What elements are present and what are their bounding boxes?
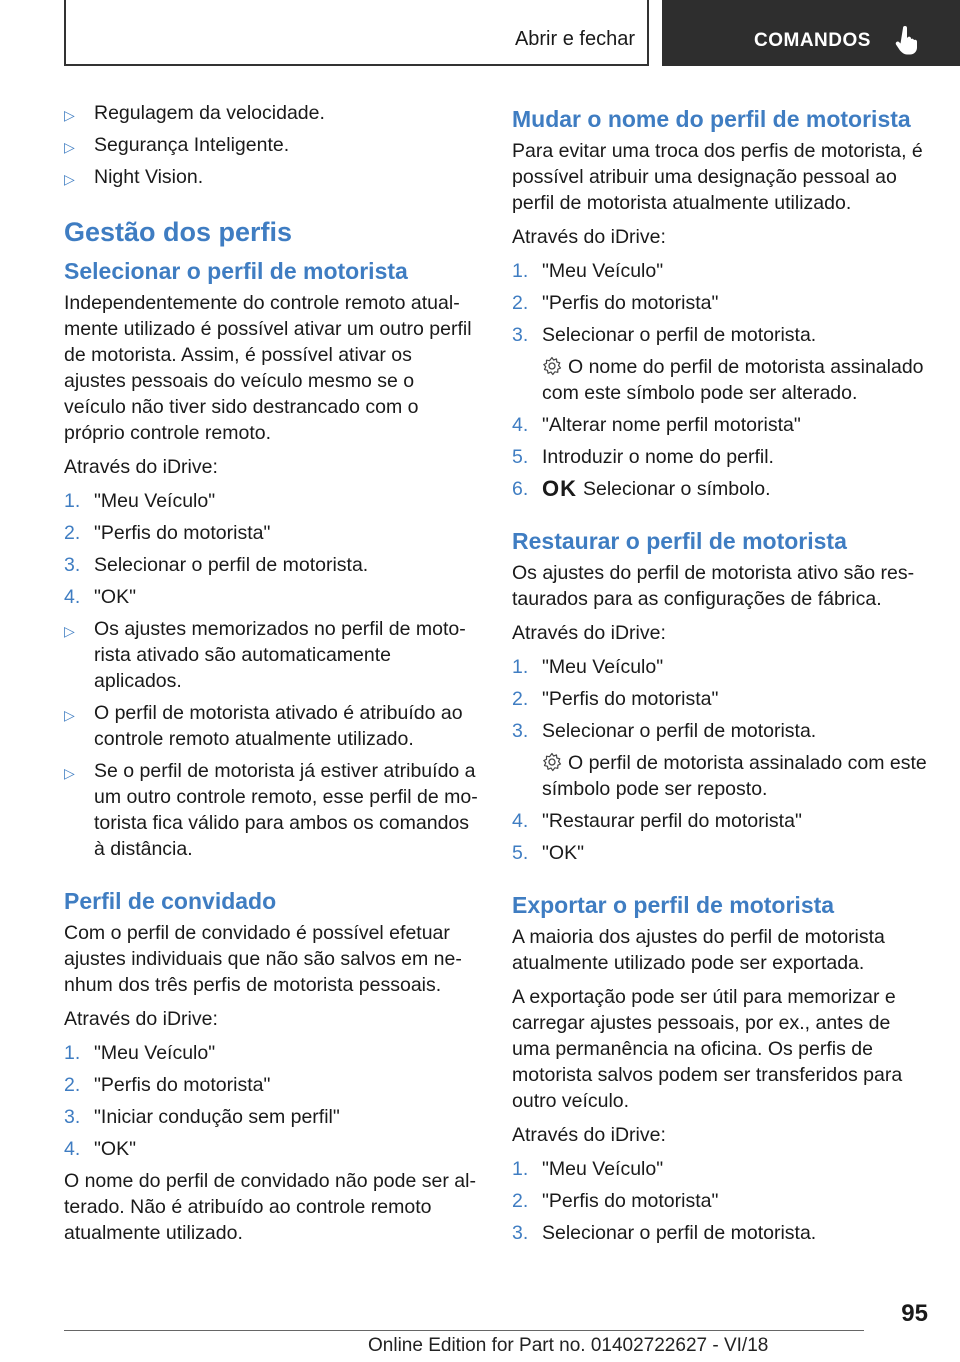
list-item: 3. Selecionar o perfil de motorista. bbox=[64, 554, 369, 576]
list-item: ▷ Os ajustes memorizados no perfil de motorista ativado são automaticamente aplicados. bbox=[64, 618, 466, 692]
footer-rule bbox=[64, 1330, 864, 1331]
steps-list bbox=[512, 258, 927, 348]
heading-restore-profile: Restaurar o perfil de motorista bbox=[512, 528, 847, 554]
left-column bbox=[64, 100, 479, 1254]
list-item: 4. "Restaurar perfil do motorista" bbox=[512, 810, 802, 832]
list-item: 1. "Meu Veículo" bbox=[512, 656, 664, 678]
list-item: 3. Selecionar o perfil de motorista. bbox=[512, 324, 817, 346]
list-item: 2. "Perfis do motorista" bbox=[64, 522, 271, 544]
heading-profile-management: Gestão dos perfis bbox=[64, 217, 293, 247]
heading-guest-profile: Perfil de convidado bbox=[64, 888, 277, 914]
steps-list bbox=[512, 1156, 927, 1246]
paragraph: A maioria dos ajustes do perfil de motorista atualmente utilizado pode ser exportada. bbox=[512, 926, 885, 974]
right-column bbox=[512, 100, 927, 1252]
list-item: 2. "Perfis do motorista" bbox=[512, 292, 719, 314]
paragraph: O nome do perfil de convidado não pode ser alterado. Não é atribuído ao controle remoto atualmente utilizado. bbox=[64, 1170, 476, 1244]
heading-select-profile: Selecionar o perfil de motorista bbox=[64, 258, 408, 284]
page-header bbox=[0, 0, 960, 66]
list-item: 4. "OK" bbox=[64, 1138, 137, 1160]
steps-list bbox=[64, 488, 479, 610]
paragraph: Independentemente do controle remoto atualmente utilizado é possível ativar um outro perfil de motorista. Assim, é possível ativar os ajustes pessoais do veículo mesmo se o veículo não tiver sido destrancado com o próprio controle remoto. bbox=[64, 292, 472, 444]
triangle-bullet-icon: ▷ bbox=[64, 623, 75, 639]
list-item: 5. "OK" bbox=[512, 842, 585, 864]
paragraph: Através do iDrive: bbox=[64, 456, 218, 478]
steps-list bbox=[512, 808, 927, 866]
page-number: 95 bbox=[901, 1300, 928, 1327]
list-item: 3. "Iniciar condução sem perfil" bbox=[64, 1106, 340, 1128]
triangle-bullet-icon: ▷ bbox=[64, 171, 75, 187]
list-item: 4. "OK" bbox=[64, 586, 137, 608]
chapter-tab bbox=[662, 0, 960, 66]
list-item: 2. "Perfis do motorista" bbox=[64, 1074, 271, 1096]
triangle-bullet-icon: ▷ bbox=[64, 107, 75, 123]
header-rule bbox=[64, 64, 648, 66]
list-item: ▷ O perfil de motorista ativado é atribuído ao controle remoto atualmente utilizado. bbox=[64, 702, 463, 750]
list-item: 3. Selecionar o perfil de motorista. bbox=[512, 720, 817, 742]
symbol-note: O perfil de motorista assinalado com este símbolo pode ser reposto. bbox=[542, 752, 927, 800]
list-item: 2. "Perfis do motorista" bbox=[512, 1190, 719, 1212]
ok-symbol-icon: OK bbox=[542, 476, 577, 501]
notes-bullet-list bbox=[64, 616, 479, 862]
triangle-bullet-icon: ▷ bbox=[64, 707, 75, 723]
list-item: ▷ Se o perfil de motorista já estiver atribuído a um outro controle remoto, esse perfil de motorista fica válido para ambos os comandos à distância. bbox=[64, 760, 478, 860]
list-item: 1. "Meu Veículo" bbox=[64, 1042, 216, 1064]
triangle-bullet-icon: ▷ bbox=[64, 139, 75, 155]
section-tab bbox=[64, 0, 649, 66]
triangle-bullet-icon: ▷ bbox=[64, 765, 75, 781]
steps-list bbox=[512, 654, 927, 744]
hand-pointer-icon bbox=[894, 25, 920, 55]
list-item: ▷ Night Vision. bbox=[64, 164, 479, 190]
paragraph: A exportação pode ser útil para memorizar e carregar ajustes pessoais, por ex., antes de uma permanência na oficina. Os perfis de motorista salvos podem ser transferidos para outro veículo. bbox=[512, 986, 903, 1112]
list-item: 3. Selecionar o perfil de motorista. bbox=[512, 1222, 817, 1244]
list-item: ▷ Segurança Inteligente. bbox=[64, 132, 479, 158]
list-item: 1. "Meu Veículo" bbox=[512, 260, 664, 282]
gear-icon bbox=[542, 752, 562, 772]
paragraph: Através do iDrive: bbox=[512, 226, 666, 248]
paragraph: Com o perfil de convidado é possível efetuar ajustes individuais que não são salvos em nenhum dos três perfis de motorista pessoais. bbox=[64, 922, 462, 996]
paragraph: Através do iDrive: bbox=[512, 1124, 666, 1146]
list-item: 2. "Perfis do motorista" bbox=[512, 688, 719, 710]
paragraph: Para evitar uma troca dos perfis de motorista, é possível atribuir uma designação pessoal ao perfil de motorista atualmente utilizado. bbox=[512, 140, 923, 214]
section-title: Abrir e fechar bbox=[514, 28, 635, 50]
heading-export-profile: Exportar o perfil de motorista bbox=[512, 892, 835, 918]
paragraph: Os ajustes do perfil de motorista ativo são restaurados para as configurações de fábrica. bbox=[512, 562, 915, 610]
list-item: 6. OK Selecionar o símbolo. bbox=[512, 476, 771, 501]
paragraph: Através do iDrive: bbox=[64, 1008, 218, 1030]
list-item: ▷ Regulagem da velocidade. bbox=[64, 100, 479, 126]
chapter-title: COMANDOS bbox=[754, 30, 871, 51]
steps-list bbox=[512, 412, 927, 502]
list-item: 1. "Meu Veículo" bbox=[64, 490, 216, 512]
list-item: 5. Introduzir o nome do perfil. bbox=[512, 446, 774, 468]
steps-list bbox=[64, 1040, 479, 1162]
heading-rename-profile: Mudar o nome do perfil de motorista bbox=[512, 106, 911, 132]
gear-icon bbox=[542, 356, 562, 376]
edition-note: Online Edition for Part no. 01402722627 - VI/18 bbox=[368, 1335, 769, 1356]
list-item: 4. "Alterar nome perfil motorista" bbox=[512, 414, 801, 436]
paragraph: Através do iDrive: bbox=[512, 622, 666, 644]
list-item: 1. "Meu Veículo" bbox=[512, 1158, 664, 1180]
top-bullet-list bbox=[64, 100, 479, 190]
symbol-note: O nome do perfil de motorista assinalado com este símbolo pode ser alterado. bbox=[542, 356, 924, 404]
